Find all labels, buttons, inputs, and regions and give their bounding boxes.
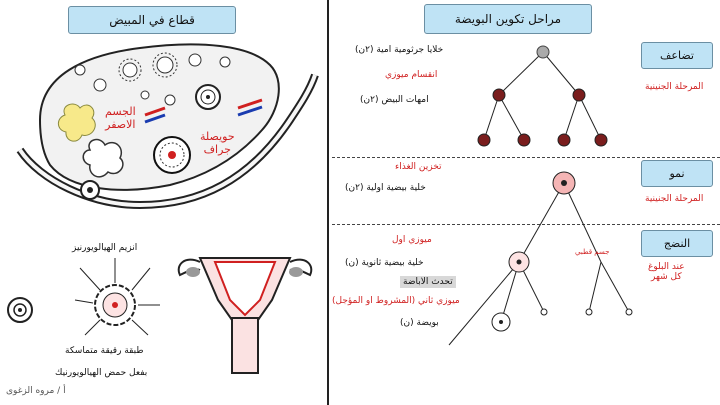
germ-cells-label: خلايا جرثومية امية (٢ن): [355, 45, 444, 55]
stage-multiplication-phase: المرحلة الجنينية: [645, 82, 704, 92]
corpus-luteum-label: الجسم الاصفر: [105, 105, 136, 131]
stage-maturation-phase: عند البلوغ كل شهر: [648, 262, 685, 282]
stage-maturation-box: النضج: [641, 230, 713, 257]
stage-growth-phase: المرحلة الجنينية: [645, 194, 704, 204]
oogonia-label: امهات البيض (٢ن): [360, 95, 429, 105]
stage-growth-box: نمو: [641, 160, 713, 187]
oogenesis-tree: [329, 0, 720, 405]
ovulation-label: تحدث الاباضة: [400, 276, 456, 288]
author-label: أ / مروه الزغوى: [6, 386, 66, 396]
secondary-oocyte-label: خلية بيضية ثانوية (ن): [345, 258, 424, 268]
ovum-label: بويضة (ن): [400, 318, 439, 328]
ovary-diagram: [0, 0, 327, 405]
layer-label: طبقة رقيقة متماسكة: [65, 346, 144, 356]
polar-body-label: جسم قطبي: [575, 248, 610, 256]
meiosis1-label: ميوزي اول: [392, 235, 432, 245]
mitosis-label: انقسام ميوزي: [385, 70, 438, 80]
food-label: تخزين الغذاء: [395, 162, 442, 172]
effect-label: بفعل حمض الهيالويورنيك: [55, 368, 148, 378]
graafian-label: حويصلة جراف: [200, 130, 235, 156]
right-title: مراحل تكوين البويضة: [424, 4, 592, 34]
meiosis2-label: ميوزي ثاني (المشروط او المؤجل): [332, 296, 460, 306]
left-title: قطاع في المبيض: [68, 6, 236, 34]
stage-multiplication-box: تضاعف: [641, 42, 713, 69]
enzyme-label: انزيم الهيالويورنيز: [72, 243, 138, 253]
primary-oocyte-label: خلية بيضية اولية (٢ن): [345, 183, 426, 193]
